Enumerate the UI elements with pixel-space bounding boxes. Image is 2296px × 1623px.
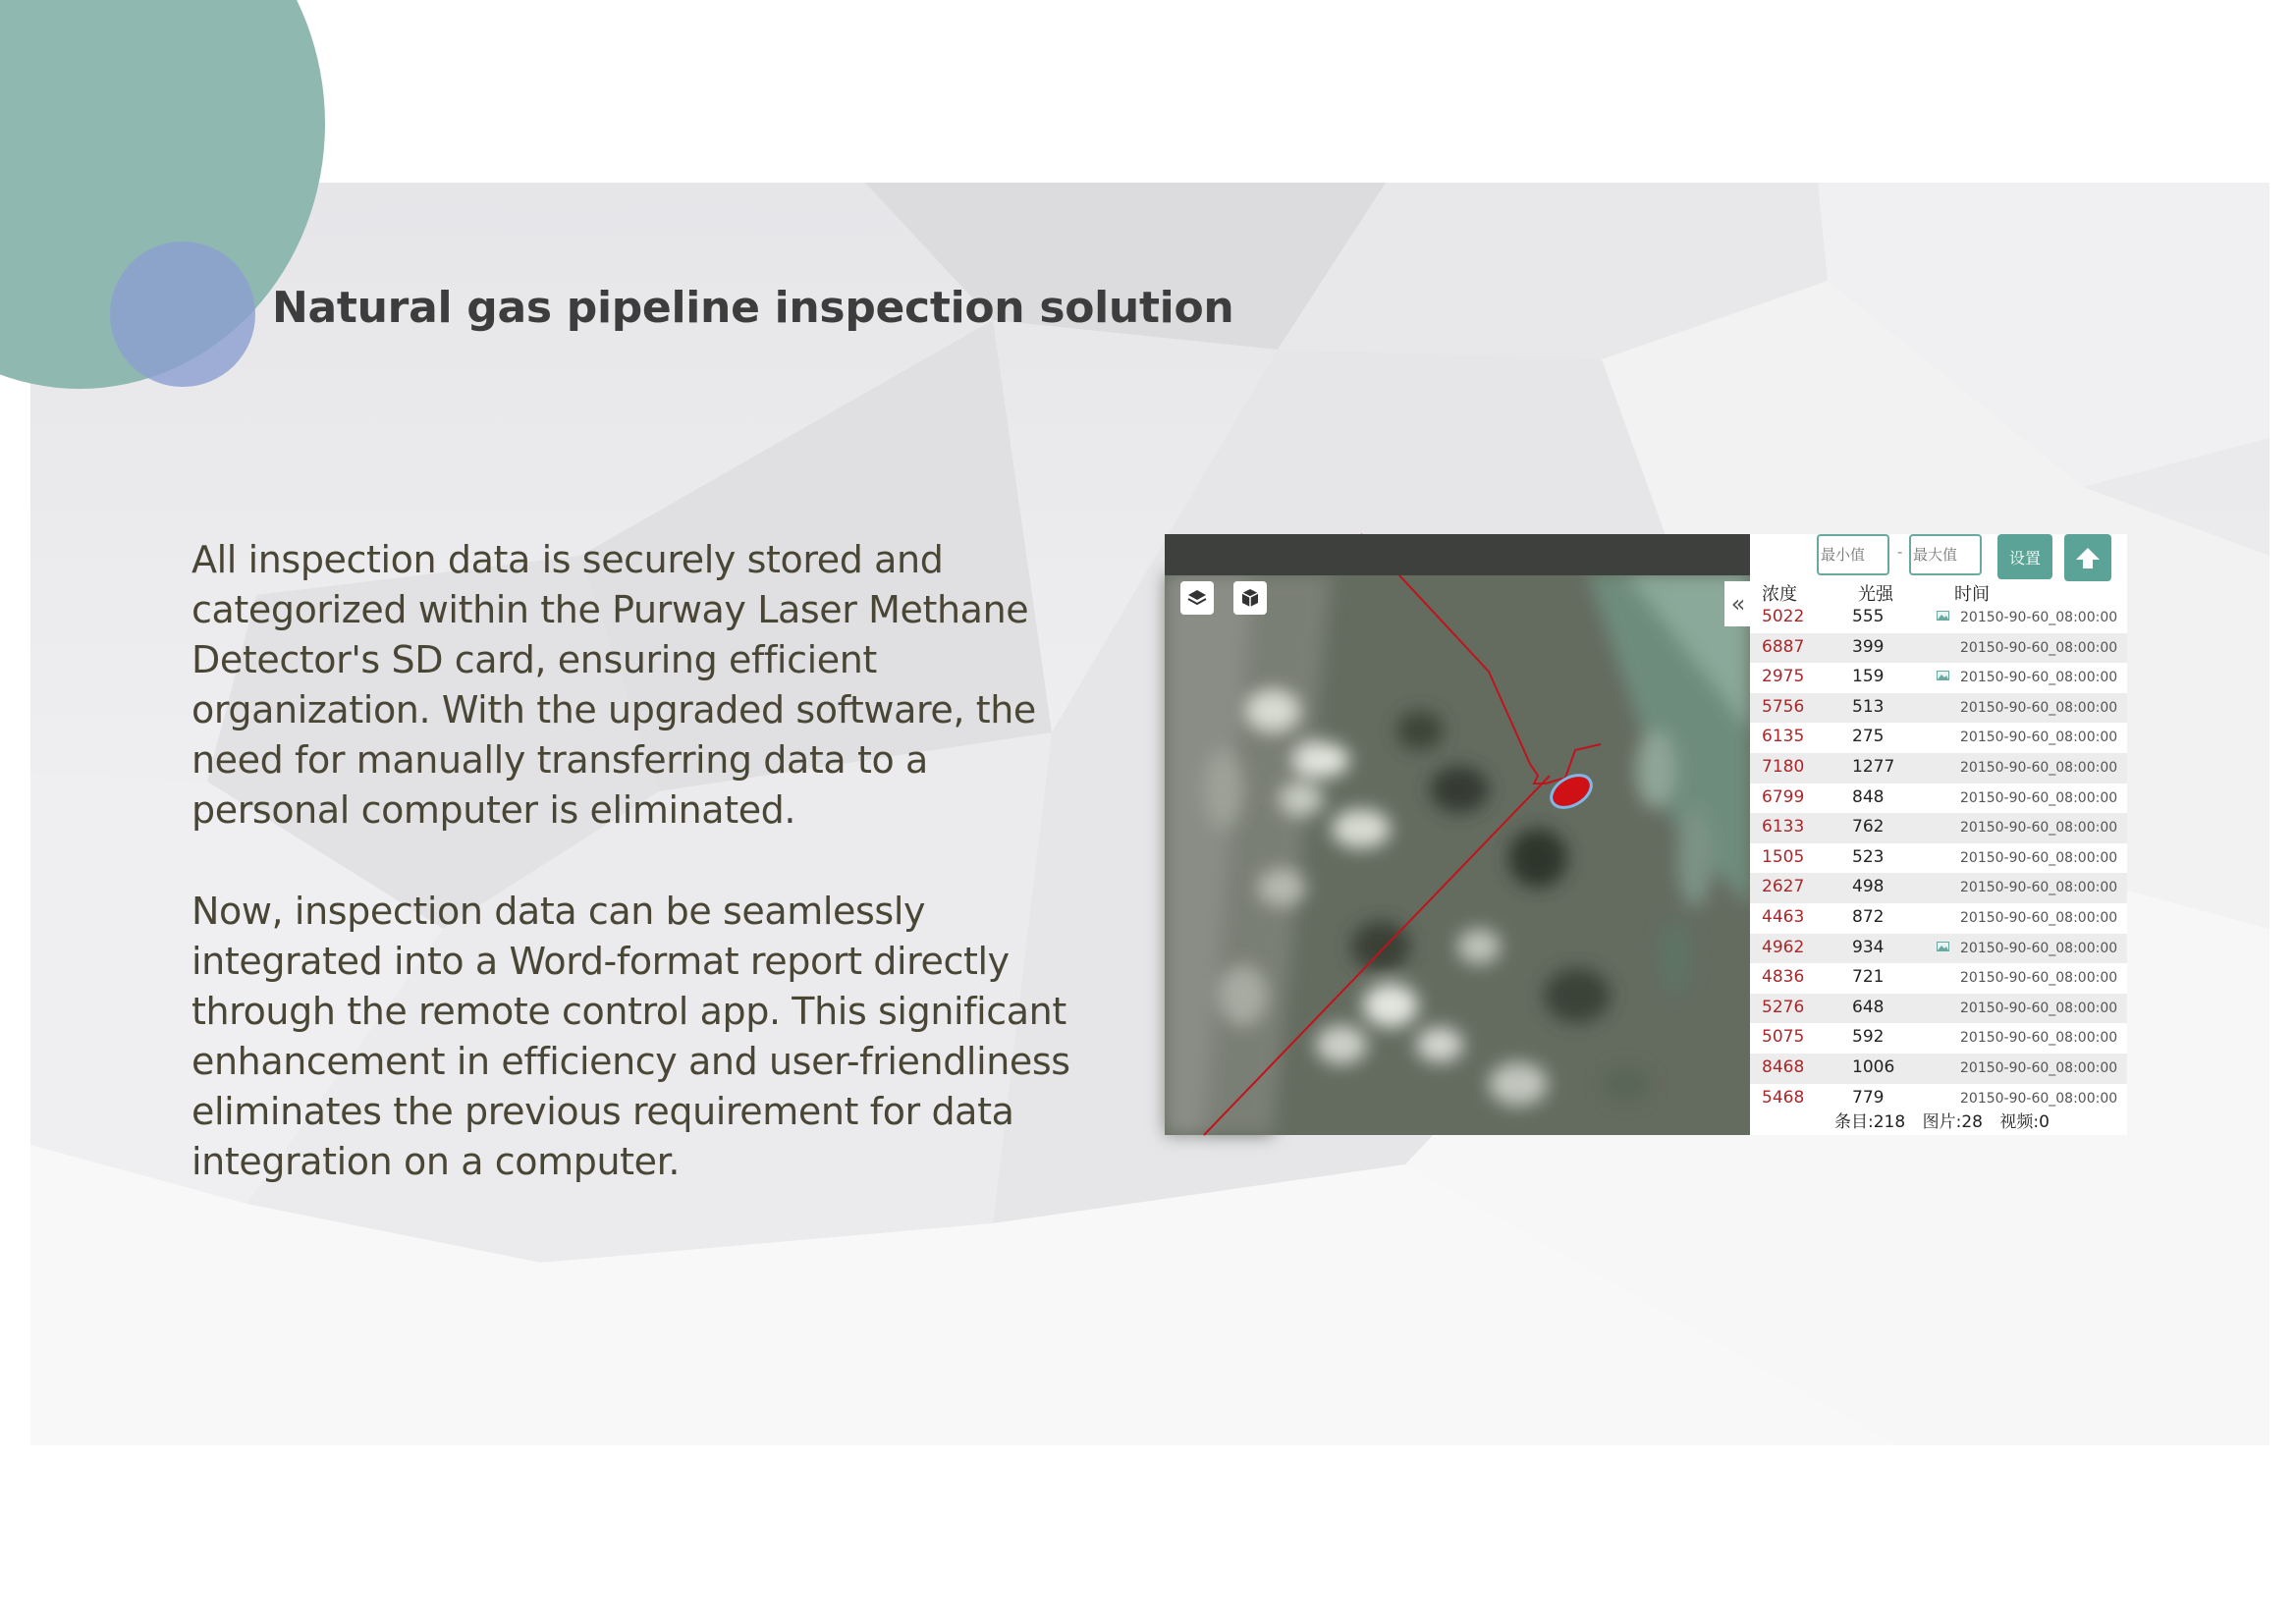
time-cell: 20150-90-60_08:00:00 xyxy=(1960,880,2118,896)
intensity-cell: 275 xyxy=(1852,727,1885,747)
intensity-cell: 523 xyxy=(1852,846,1885,867)
intensity-cell: 1006 xyxy=(1852,1056,1895,1077)
map-top-bar xyxy=(1165,534,1750,575)
satellite-imagery xyxy=(1165,534,1750,1135)
concentration-cell: 5756 xyxy=(1762,696,1805,717)
intensity-cell: 762 xyxy=(1852,817,1885,838)
set-button[interactable]: 设置 xyxy=(1997,534,2052,579)
concentration-cell: 6799 xyxy=(1762,786,1805,807)
intensity-cell: 592 xyxy=(1852,1027,1885,1048)
table-row[interactable] xyxy=(1750,663,2127,693)
image-icon[interactable] xyxy=(1937,611,1949,621)
table-row[interactable] xyxy=(1750,873,2127,903)
3d-view-button[interactable] xyxy=(1233,581,1267,615)
intensity-cell: 934 xyxy=(1852,937,1885,957)
concentration-cell: 1505 xyxy=(1762,846,1805,867)
intensity-cell: 498 xyxy=(1852,877,1885,897)
decorative-blue-circle xyxy=(110,242,255,387)
satellite-map-view[interactable] xyxy=(1165,534,1750,1135)
paragraph-storage: All inspection data is securely stored and categorized within the Purway Laser Methane Detector's SD card, ensuring efficient organization. With the upgraded software, the need for manually transferring data to a personal computer is eliminated. xyxy=(191,538,1036,832)
data-table[interactable] xyxy=(1750,603,2127,1108)
table-row[interactable] xyxy=(1750,843,2127,874)
table-row[interactable] xyxy=(1750,753,2127,784)
intensity-cell: 779 xyxy=(1852,1087,1885,1108)
concentration-cell: 4836 xyxy=(1762,967,1805,988)
concentration-cell: 5276 xyxy=(1762,997,1805,1017)
table-row[interactable] xyxy=(1750,1054,2127,1084)
time-cell: 20150-90-60_08:00:00 xyxy=(1960,789,2118,806)
time-cell: 20150-90-60_08:00:00 xyxy=(1960,759,2118,776)
intensity-cell: 1277 xyxy=(1852,756,1895,777)
data-panel xyxy=(1750,534,2127,1135)
page-title: Natural gas pipeline inspection solution xyxy=(272,283,1234,333)
time-cell: 20150-90-60_08:00:00 xyxy=(1960,699,2118,716)
time-cell: 20150-90-60_08:00:00 xyxy=(1960,639,2118,656)
table-row[interactable] xyxy=(1750,723,2127,753)
image-icon[interactable] xyxy=(1937,671,1949,680)
time-cell: 20150-90-60_08:00:00 xyxy=(1960,1059,2118,1076)
image-count: 图片:28 xyxy=(1922,1112,1983,1132)
time-cell: 20150-90-60_08:00:00 xyxy=(1960,730,2118,746)
video-count: 视频:0 xyxy=(1999,1112,2050,1132)
time-cell: 20150-90-60_08:00:00 xyxy=(1960,940,2118,956)
table-row[interactable] xyxy=(1750,1023,2127,1054)
column-header-concentration: 浓度 xyxy=(1762,584,1797,605)
table-row[interactable] xyxy=(1750,693,2127,724)
concentration-cell: 2627 xyxy=(1762,877,1805,897)
concentration-cell: 6887 xyxy=(1762,636,1805,657)
intensity-cell: 872 xyxy=(1852,906,1885,927)
range-separator: - xyxy=(1897,544,1903,561)
intensity-cell: 848 xyxy=(1852,786,1885,807)
image-icon[interactable] xyxy=(1937,942,1949,951)
concentration-cell: 6133 xyxy=(1762,817,1805,838)
intensity-cell: 555 xyxy=(1852,607,1885,626)
intensity-cell: 513 xyxy=(1852,696,1885,717)
time-cell: 20150-90-60_08:00:00 xyxy=(1960,670,2118,686)
table-row[interactable] xyxy=(1750,934,2127,964)
time-cell: 20150-90-60_08:00:00 xyxy=(1960,1090,2118,1107)
column-header-time: 时间 xyxy=(1954,584,1990,605)
concentration-cell: 7180 xyxy=(1762,756,1805,777)
time-cell: 20150-90-60_08:00:00 xyxy=(1960,849,2118,866)
intensity-cell: 399 xyxy=(1852,636,1885,657)
layers-icon xyxy=(1186,587,1208,609)
panel-footer xyxy=(1834,1108,2061,1132)
entry-count: 条目:218 xyxy=(1834,1112,1906,1132)
intensity-cell: 648 xyxy=(1852,997,1885,1017)
upload-button[interactable] xyxy=(2064,534,2111,581)
table-row[interactable] xyxy=(1750,963,2127,994)
intensity-cell: 721 xyxy=(1852,967,1885,988)
min-value-input[interactable] xyxy=(1817,534,1889,575)
concentration-cell: 5022 xyxy=(1762,607,1805,626)
time-cell: 20150-90-60_08:00:00 xyxy=(1960,820,2118,837)
collapse-panel-button[interactable]: « xyxy=(1724,581,1752,626)
concentration-cell: 8468 xyxy=(1762,1056,1805,1077)
table-row[interactable] xyxy=(1750,603,2127,633)
time-cell: 20150-90-60_08:00:00 xyxy=(1960,909,2118,926)
concentration-cell: 4463 xyxy=(1762,906,1805,927)
time-cell: 20150-90-60_08:00:00 xyxy=(1960,1000,2118,1016)
column-header-intensity: 光强 xyxy=(1858,584,1893,605)
concentration-cell: 5075 xyxy=(1762,1027,1805,1048)
concentration-cell: 2975 xyxy=(1762,667,1805,687)
concentration-cell: 4962 xyxy=(1762,937,1805,957)
time-cell: 20150-90-60_08:00:00 xyxy=(1960,610,2118,625)
table-row[interactable] xyxy=(1750,633,2127,664)
table-row[interactable] xyxy=(1750,903,2127,934)
layers-button[interactable] xyxy=(1180,581,1214,615)
paragraph-report: Now, inspection data can be seamlessly integrated into a Word-format report directly through the remote control app. This significant enhancement in efficiency and user-friendliness eliminates the previous requirement for data integration on a computer. xyxy=(191,890,1070,1183)
table-row[interactable] xyxy=(1750,994,2127,1024)
concentration-cell: 6135 xyxy=(1762,727,1805,747)
table-row[interactable] xyxy=(1750,784,2127,814)
concentration-cell: 5468 xyxy=(1762,1087,1805,1108)
upload-arrow-icon xyxy=(2073,543,2103,572)
time-cell: 20150-90-60_08:00:00 xyxy=(1960,1030,2118,1047)
table-row[interactable] xyxy=(1750,813,2127,843)
time-cell: 20150-90-60_08:00:00 xyxy=(1960,970,2118,987)
max-value-input[interactable] xyxy=(1909,534,1982,575)
intensity-cell: 159 xyxy=(1852,667,1885,687)
cube-icon xyxy=(1239,587,1261,609)
